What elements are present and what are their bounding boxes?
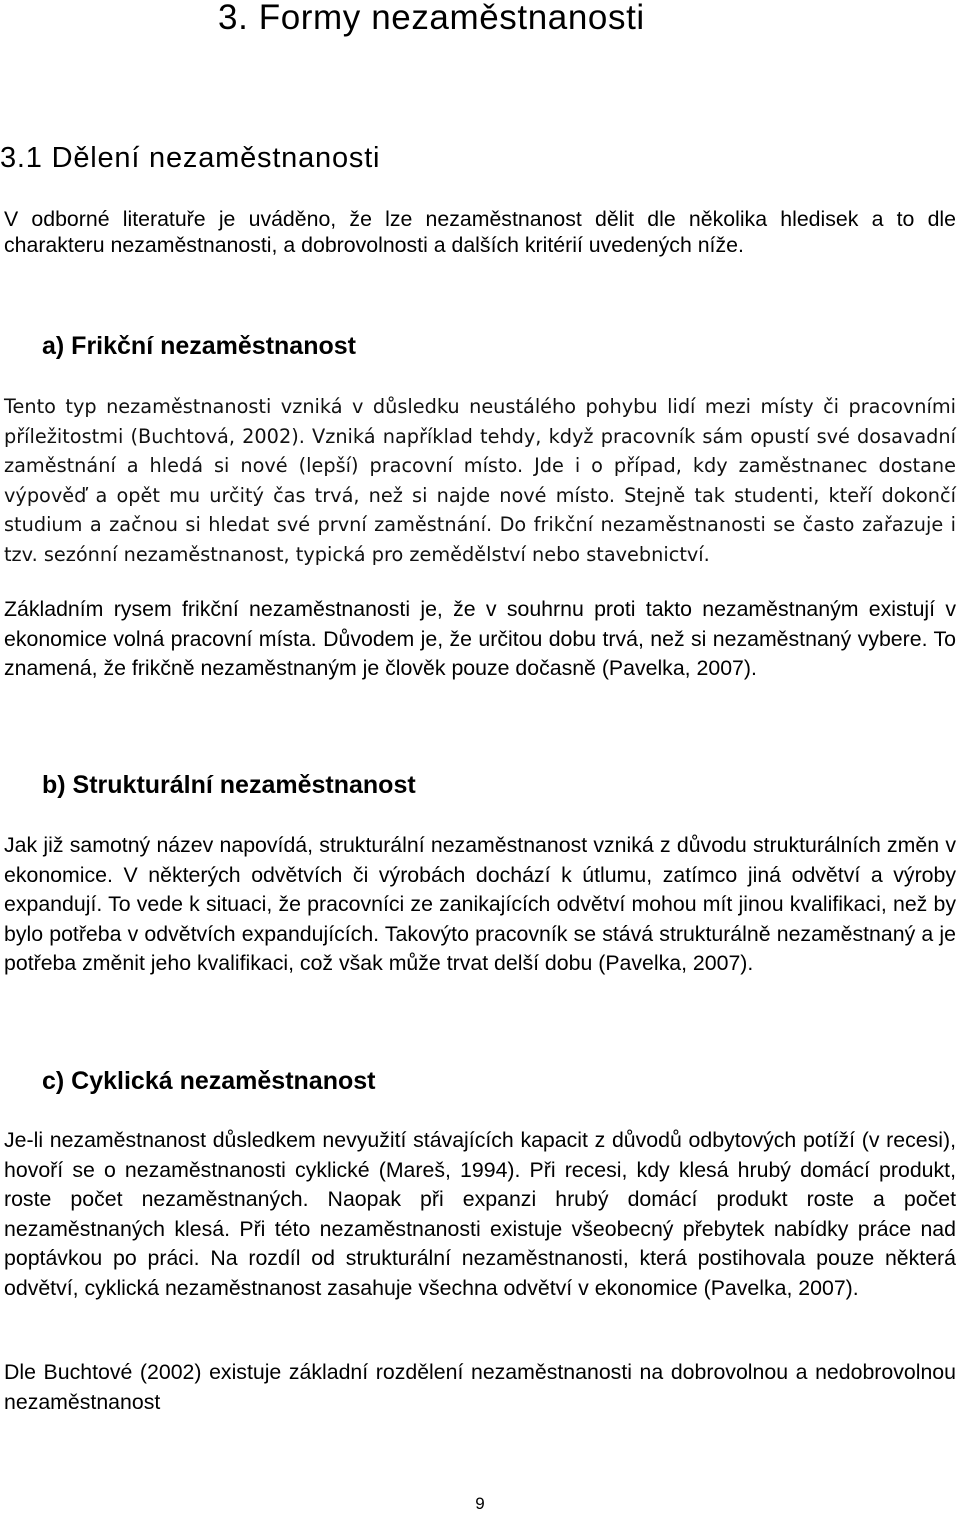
intro-paragraph: V odborné literatuře je uváděno, že lze nezaměstnanost dělit dle několika hledisek a to dle charakteru nezaměstnanosti, a dobrovolnosti a dalších kritérií uvedených níže. bbox=[4, 207, 956, 257]
section-heading: 3.1 Dělení nezaměstnanosti bbox=[0, 142, 381, 174]
cyclical-paragraph: Je-li nezaměstnanost důsledkem nevyužití stávajících kapacit z důvodů odbytových potíží (v recesi), hovoří se o nezaměstnanosti cyklické (Mareš, 1994). Při recesi, kdy klesá hrubý domácí produkt, roste počet nezaměstnaných. Naopak při expanzi hrubý domácí produkt roste a počet nezaměstnaných klesá. Při této nezaměstnanosti existuje všeobecný přebytek nabídky práce nad poptávkou po práci. Na rozdíl od strukturální nezaměstnanosti, která postihovala pouze některá odvětví, cyklická nezaměstnanost zasahuje všechna odvětví v ekonomice (Pavelka, 2007). bbox=[4, 1128, 956, 1300]
structural-paragraph: Jak již samotný název napovídá, strukturální nezaměstnanost vzniká z důvodu strukturálních změn v ekonomice. V některých odvětvích či výrobách dochází k útlumu, zatímco jiná odvětví a výroby expandují. To vede k situaci, že pracovníci ze zanikajících odvětví mohou mít jinou kvalifikaci, než by bylo potřeba v odvětvích expandujících. Takovýto pracovník se stává strukturálně nezaměstnaný a je potřeba změnit jeho kvalifikaci, což však může trvat delší dobu (Pavelka, 2007). bbox=[4, 833, 956, 975]
frictional-paragraph: Tento typ nezaměstnanosti vzniká v důsledku neustálého pohybu lidí mezi místy či pracovními příležitostmi (Buchtová, 2002). Vzniká například tehdy, když pracovník sám opustí své dosavadní zaměstnání a hledá si nové (lepší) pracovní místo. Jde i o případ, kdy zaměstnanec dostane výpověď a opět mu určitý čas trvá, než si najde nové místo. Stejně tak studenti, kteří dokončí studium a začnou si hledat své první zaměstnání. Do frikční nezaměstnanosti se často zařazuje i tzv. sezónní nezaměstnanost, typická pro zemědělství nebo stavebnictví. bbox=[4, 395, 956, 566]
chapter-heading: 3. Formy nezaměstnanosti bbox=[218, 0, 645, 37]
frictional-paragraph-2: Základním rysem frikční nezaměstnanosti je, že v souhrnu proti takto nezaměstnaným existují v ekonomice volná pracovní místa. Důvodem je, že určitou dobu trvá, než si nezaměstnaný vybere. To znamená, že frikčně nezaměstnaným je člověk pouze dočasně (Pavelka, 2007). bbox=[4, 597, 956, 680]
section-heading-frictional: a) Frikční nezaměstnanost bbox=[42, 332, 356, 360]
section-heading-structural: b) Strukturální nezaměstnanost bbox=[42, 771, 416, 799]
section-heading-cyclical: c) Cyklická nezaměstnanost bbox=[42, 1067, 376, 1095]
page-number: 9 bbox=[475, 1494, 485, 1513]
closing-paragraph: Dle Buchtové (2002) existuje základní rozdělení nezaměstnanosti na dobrovolnou a nedobrovolnou nezaměstnanost bbox=[4, 1360, 956, 1414]
